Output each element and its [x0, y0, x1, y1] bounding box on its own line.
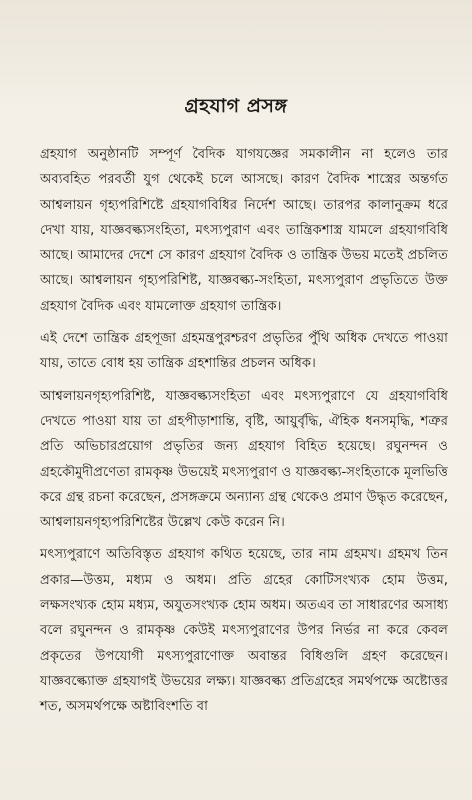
paragraph-2: এই দেশে তান্ত্রিক গ্রহপূজা গ্রহমন্ত্রপুরশ্চরণ প্রভৃতির পুঁথি অধিক দেখতে পাওয়া যায়, তাতে বোধ হয় তান্ত্রিক গ্রহশান্তির প্রচলন অধিক। [40, 331, 448, 372]
body-text [40, 142, 448, 720]
paragraph-4: মৎস্যপুরাণে অতিবিস্তৃত গ্রহযাগ কথিত হয়েছে, তার নাম গ্রহমখ। গ্রহমখ তিন প্রকার—উত্তম, মধ্যম ও অধম। প্রতি গ্রহের কোটিসংখ্যক হোম উত্তম, লক্ষসংখ্যক হোম মধ্যম, অযুতসংখ্যক হোম অধম। অতএব তা সাধারণের অসাধ্য বলে রঘুনন্দন ও রামকৃষ্ণ কেউই মৎস্যপুরাণের উপর নির্ভর না করে কেবল প্রকৃতের উপযোগী মৎস্যপুরাণোক্ত অবান্তর বিধিগুলি গ্রহণ করেছেন। যাজ্ঞবল্ক্যোক্ত গ্রহযাগই উভয়ের লক্ষ্য। যাজ্ঞবল্ক্য প্রতিগ্রহের সমর্থপক্ষে অষ্টোত্তর শত, অসমর্থপক্ষে অষ্টাবিংশতি বা [40, 547, 448, 715]
paragraph-3: আশ্বলায়নগৃহ্যপরিশিষ্ট, যাজ্ঞবল্ক্যসংহিতা এবং মৎস্যপুরাণে যে গ্রহযাগবিধি দেখতে পাওয়া যায় তা গ্রহপীড়াশান্তি, বৃষ্টি, আয়ুর্বৃদ্ধি, ঐহিক ধনসমৃদ্ধি, শত্রুর প্রতি অভিচারপ্রয়োগ প্রভৃতির জন্য গ্রহযাগ বিহিত হয়েছে। রঘুনন্দন ও গ্রহকৌমুদীপ্রণেতা রামকৃষ্ণ উভয়েই মৎস্যপুরাণ ও যাজ্ঞবল্ক্য-সংহিতাকে মূলভিত্তি করে গ্রন্থ রচনা করেছেন, প্রসঙ্গক্রমে অন্যান্য গ্রন্থ থেকেও প্রমাণ উদ্ধৃত করেছেন, আশ্বলায়নগৃহ্যপরিশিষ্টের উল্লেখ কেউ করেন নি। [40, 388, 448, 531]
page-title: গ্রহযাগ প্রসঙ্গ [184, 95, 288, 117]
paragraph-1: গ্রহযাগ অনুষ্ঠানটি সম্পূর্ণ বৈদিক যাগযজ্ঞের সমকালীন না হলেও তার অব্যবহিত পরবর্তী যুগ থেকেই চলে আসছে। কারণ বৈদিক শাস্ত্রের অন্তর্গত আশ্বলায়ন গৃহ্যপরিশিষ্টে গ্রহযাগবিধির নির্দেশ আছে। তারপর কালানুক্রম ধরে দেখা যায়, যাজ্ঞবল্ক্যসংহিতা, মৎস্যপুরাণ এবং তান্ত্রিকশাস্ত্র যামলে গ্রহযাগবিধি আছে। আমাদের দেশে সে কারণ গ্রহযাগ বৈদিক ও তান্ত্রিক উভয় মতেই প্রচলিত আছে। আশ্বলায়ন গৃহ্যপরিশিষ্ট, যাজ্ঞবল্ক্য-সংহিতা, মৎস্যপুরাণ প্রভৃতিতে উক্ত গ্রহযাগ বৈদিক এবং যামলোক্ত গ্রহযাগ তান্ত্রিক। [40, 147, 448, 314]
